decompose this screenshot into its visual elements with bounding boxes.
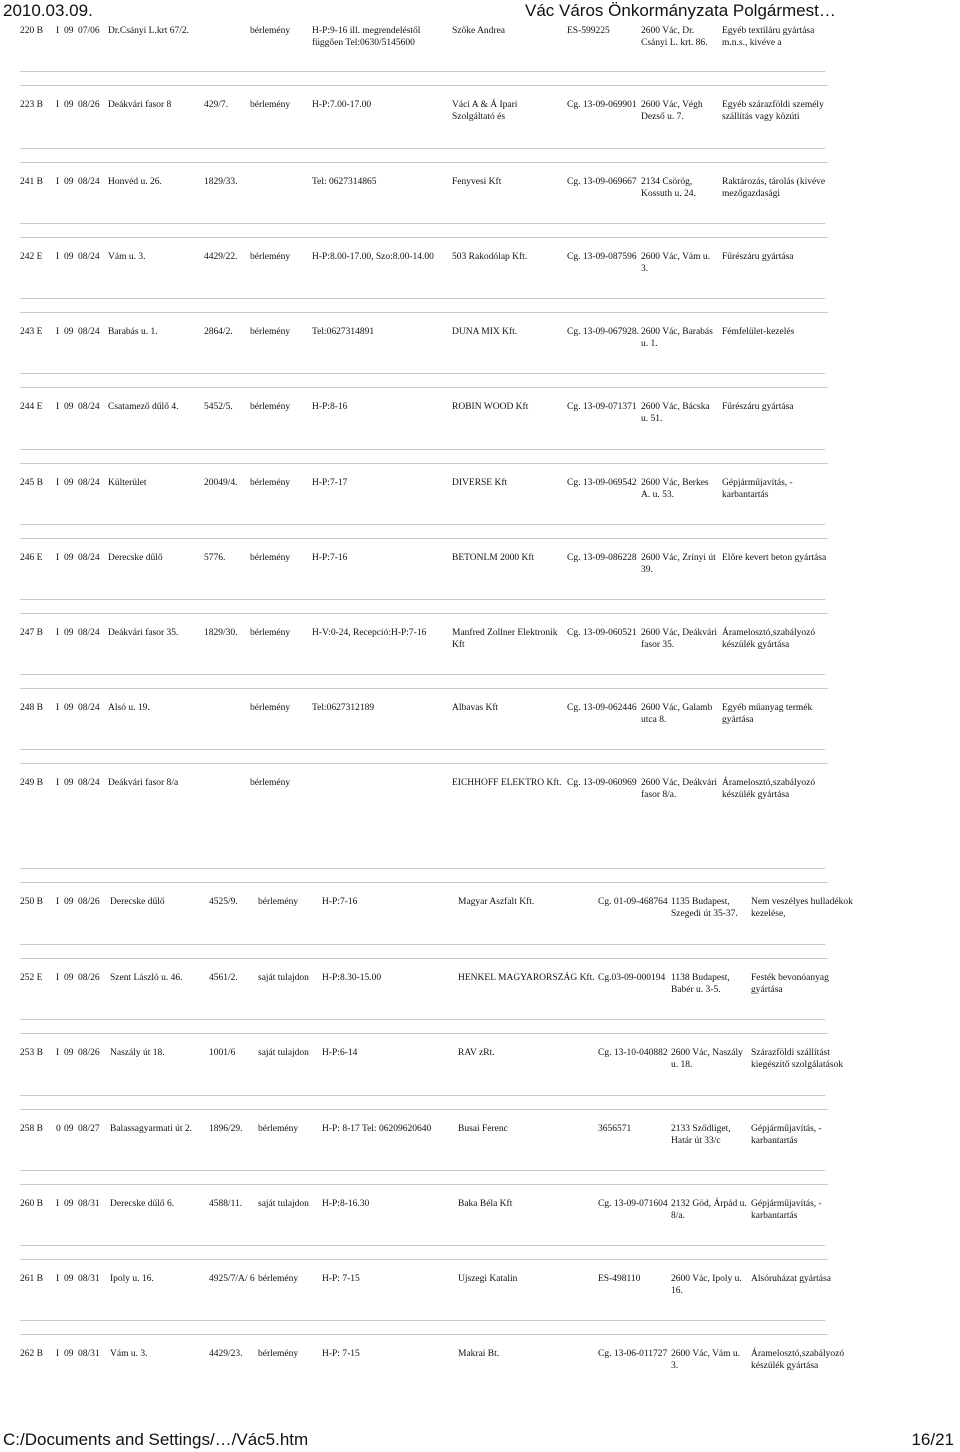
record-hours: H-V:0-24, Recepció:H-P:7-16: [312, 628, 427, 638]
record-row: [0, 703, 960, 778]
record-seat: 2600 Vác, Galamb utca 8.: [641, 703, 713, 725]
record-seat: 2600 Vác, Naszály u. 18.: [671, 1048, 743, 1070]
record-reg: ES-599225: [567, 26, 610, 36]
record-f3: 08/26: [78, 1048, 100, 1058]
record-f2: 09: [64, 26, 74, 36]
record-seat: 2133 Sződliget, Határ út 33/c: [671, 1124, 731, 1146]
record-f3: 08/24: [78, 553, 100, 563]
record-f1: I: [56, 327, 60, 337]
record-name: Szőke Andrea: [452, 26, 506, 36]
record-f2: 09: [64, 1124, 74, 1134]
row-divider: [20, 1184, 828, 1185]
record-seat: 2600 Vác, Barabás u. 1.: [641, 327, 713, 349]
record-hrsz: 4561/2.: [209, 973, 238, 983]
record-hrsz: 4429/22.: [204, 252, 238, 262]
record-hours: H-P: 8-17 Tel: 06209620640: [322, 1124, 432, 1134]
row-divider: [20, 463, 828, 464]
record-hrsz: 4925/7/A/ 6: [209, 1274, 255, 1284]
record-f1: I: [56, 553, 60, 563]
row-divider: [20, 524, 825, 525]
record-type: bérlemény: [250, 478, 291, 488]
print-header: [0, 0, 960, 24]
record-hrsz: 1829/33.: [204, 177, 238, 187]
record-f3: 07/06: [78, 26, 100, 36]
record-reg: Cg. 13-09-060521: [567, 628, 637, 638]
record-f2: 09: [64, 1274, 74, 1284]
record-f3: 08/24: [78, 478, 100, 488]
record-id: 249 B: [20, 778, 43, 788]
record-f1: I: [56, 628, 60, 638]
record-seat: 2600 Vác, Berkes A. u. 53.: [641, 478, 709, 500]
record-seat: 2600 Vác, Deákvári fasor 35.: [641, 628, 718, 650]
record-hours: H-P:8-16: [312, 402, 348, 412]
record-f3: 08/26: [78, 897, 100, 907]
record-f2: 09: [64, 252, 74, 262]
record-activity: Áramelosztó,szabályozó készülék gyártása: [751, 1349, 845, 1371]
record-f3: 08/24: [78, 177, 100, 187]
row-divider: [20, 599, 825, 600]
record-addr: Balassagyarmati út 2.: [110, 1124, 193, 1134]
record-type: bérlemény: [250, 327, 291, 337]
row-divider: [20, 71, 825, 72]
record-activity: Fűrészáru gyártása: [722, 402, 794, 412]
record-addr: Szent László u. 46.: [110, 973, 183, 983]
record-activity: Gépjárműjavítás, -karbantartás: [751, 1199, 822, 1221]
row-divider: [20, 958, 828, 959]
row-divider: [20, 1033, 828, 1034]
row-divider: [20, 387, 828, 388]
record-f2: 09: [64, 1048, 74, 1058]
record-activity: Festék bevonóanyag gyártása: [751, 973, 829, 995]
record-addr: Dr.Csányi L.krt 67/2.: [108, 26, 190, 36]
record-addr: Külterület: [108, 478, 147, 488]
record-seat: 1138 Budapest, Babér u. 3-5.: [671, 973, 730, 995]
record-f2: 09: [64, 1349, 74, 1359]
record-f1: I: [56, 177, 60, 187]
record-reg: Cg. 13-09-067928.: [567, 327, 640, 337]
record-row: [0, 897, 960, 972]
record-f1: I: [56, 973, 60, 983]
record-reg: Cg. 13-09-069667: [567, 177, 637, 187]
record-hrsz: 4588/11.: [209, 1199, 243, 1209]
record-f2: 09: [64, 778, 74, 788]
record-reg: Cg. 13-09-060969: [567, 778, 637, 788]
record-seat: 2600 Vác, Dr. Csányi L. krt. 86.: [641, 26, 708, 48]
row-divider: [20, 312, 828, 313]
record-hrsz: 5452/5.: [204, 402, 233, 412]
record-row: [0, 1048, 960, 1123]
record-reg: Cg.03-09-000194: [598, 973, 666, 983]
record-type: bérlemény: [250, 628, 291, 638]
row-divider: [20, 688, 828, 689]
row-divider: [20, 1170, 825, 1171]
record-row: [0, 1199, 960, 1274]
record-f1: I: [56, 1274, 60, 1284]
record-id: 241 B: [20, 177, 43, 187]
record-id: 244 E: [20, 402, 43, 412]
record-f2: 09: [64, 478, 74, 488]
record-f2: 09: [64, 897, 74, 907]
record-type: bérlemény: [258, 1274, 299, 1284]
record-hrsz: 20049/4.: [204, 478, 238, 488]
row-divider: [20, 148, 825, 149]
record-f1: I: [56, 26, 60, 36]
record-f3: 08/24: [78, 628, 100, 638]
record-seat: 1135 Budapest, Szegedi út 35-37.: [671, 897, 738, 919]
record-hrsz: 1829/30.: [204, 628, 238, 638]
record-id: 250 B: [20, 897, 43, 907]
record-reg: Cg. 13-09-086228: [567, 553, 637, 563]
record-addr: Derecske dűlő: [108, 553, 163, 563]
record-name: DUNA MIX Kft.: [452, 327, 518, 337]
row-divider: [20, 237, 828, 238]
record-hours: H-P:7-16: [322, 897, 358, 907]
row-divider: [20, 763, 828, 764]
record-f1: I: [56, 252, 60, 262]
record-activity: Egyéb textiláru gyártása m.n.s., kivéve a: [722, 26, 815, 48]
record-addr: Csatamező dűlő 4.: [108, 402, 179, 412]
row-divider: [20, 373, 825, 374]
record-reg: Cg. 01-09-468764: [598, 897, 668, 907]
row-divider: [20, 613, 828, 614]
row-divider: [20, 1245, 825, 1246]
record-id: 246 E: [20, 553, 43, 563]
record-f3: 08/24: [78, 778, 100, 788]
record-activity: Egyéb műanyag termék gyártása: [722, 703, 813, 725]
row-divider: [20, 449, 825, 450]
record-activity: Nem veszélyes hulladékok kezelése,: [751, 897, 853, 919]
record-row: [0, 252, 960, 327]
record-name: ROBIN WOOD Kft: [452, 402, 529, 412]
record-f1: I: [56, 778, 60, 788]
record-row: [0, 1124, 960, 1199]
record-id: 248 B: [20, 703, 43, 713]
record-name: HENKEL MAGYARORSZÁG Kft.: [458, 973, 595, 983]
record-hrsz: 4525/9.: [209, 897, 238, 907]
record-addr: Ipoly u. 16.: [110, 1274, 154, 1284]
row-divider: [20, 882, 828, 883]
record-seat: 2600 Vác, Bácska u. 51.: [641, 402, 710, 424]
record-reg: Cg. 13-09-071604: [598, 1199, 668, 1209]
record-row: [0, 177, 960, 252]
record-hrsz: 429/7.: [204, 100, 229, 110]
record-row: [0, 327, 960, 402]
record-activity: Gépjárműjavítás, -karbantartás: [722, 478, 793, 500]
row-divider: [20, 85, 828, 86]
record-hours: H-P:7-16: [312, 553, 348, 563]
record-addr: Deákvári fasor 8/a: [108, 778, 179, 788]
record-activity: Gépjárműjavítás, -karbantartás: [751, 1124, 822, 1146]
record-hrsz: 1001/6: [209, 1048, 236, 1058]
record-activity: Egyéb szárazföldi személy szállítás vagy közúti: [722, 100, 824, 122]
record-type: bérlemény: [250, 703, 291, 713]
record-activity: Fűrészáru gyártása: [722, 252, 794, 262]
record-hours: Tel:0627312189: [312, 703, 375, 713]
record-addr: Deákvári fasor 8: [108, 100, 172, 110]
record-f3: 08/31: [78, 1349, 100, 1359]
record-activity: Áramelosztó,szabályozó készülék gyártása: [722, 778, 816, 800]
record-seat: 2600 Vác, Deákvári fasor 8/a.: [641, 778, 718, 800]
record-reg: Cg. 13-09-087596: [567, 252, 637, 262]
record-id: 223 B: [20, 100, 43, 110]
record-name: DIVERSE Kft: [452, 478, 508, 488]
row-divider: [20, 1320, 825, 1321]
record-f3: 08/24: [78, 703, 100, 713]
record-f1: I: [56, 100, 60, 110]
record-f2: 09: [64, 703, 74, 713]
record-hours: H-P:6-14: [322, 1048, 358, 1058]
record-row: [0, 402, 960, 477]
record-reg: ES-498110: [598, 1274, 641, 1284]
record-name: Váci A & Á Ipari Szolgáltató és: [452, 100, 518, 122]
record-hours: H-P:8.00-17.00, Szo:8.00-14.00: [312, 252, 434, 262]
record-f3: 08/24: [78, 327, 100, 337]
row-divider: [20, 1259, 828, 1260]
record-type: bérlemény: [250, 26, 291, 36]
record-type: bérlemény: [250, 252, 291, 262]
record-name: 503 Rakodólap Kft.: [452, 252, 528, 262]
record-f3: 08/27: [78, 1124, 100, 1134]
record-row: [0, 100, 960, 175]
record-name: Baka Béla Kft: [458, 1199, 513, 1209]
record-hours: Tel:0627314891: [312, 327, 375, 337]
record-f2: 09: [64, 1199, 74, 1209]
record-id: 262 B: [20, 1349, 43, 1359]
row-divider: [20, 298, 825, 299]
row-divider: [20, 1019, 825, 1020]
record-id: 261 B: [20, 1274, 43, 1284]
record-reg: Cg. 13-10-040882: [598, 1048, 668, 1058]
record-hours: H-P:9-16 ill. megrendeléstől függően Tel:0630/5145600: [312, 26, 421, 48]
row-divider: [20, 1109, 828, 1110]
record-f1: I: [56, 478, 60, 488]
record-hours: H-P:7.00-17.00: [312, 100, 372, 110]
record-name: Busai Ferenc: [458, 1124, 508, 1134]
record-f1: I: [56, 897, 60, 907]
record-f3: 08/31: [78, 1199, 100, 1209]
record-f3: 08/26: [78, 973, 100, 983]
record-reg: Cg. 13-09-069542: [567, 478, 637, 488]
record-name: Ujszegi Katalin: [458, 1274, 518, 1284]
record-type: bérlemény: [250, 778, 291, 788]
print-date: 2010.03.09.: [3, 1, 93, 20]
record-hours: Tel: 0627314865: [312, 177, 377, 187]
record-activity: Fémfelület-kezelés: [722, 327, 795, 337]
record-id: 243 E: [20, 327, 43, 337]
record-f2: 09: [64, 177, 74, 187]
record-name: Makrai Bt.: [458, 1349, 500, 1359]
record-addr: Derecske dűlő: [110, 897, 165, 907]
record-f1: I: [56, 1048, 60, 1058]
record-activity: Alsóruházat gyártása: [751, 1274, 831, 1284]
record-name: Magyar Aszfalt Kft.: [458, 897, 535, 907]
record-id: 245 B: [20, 478, 43, 488]
row-divider: [20, 162, 828, 163]
record-f3: 08/24: [78, 402, 100, 412]
row-divider: [20, 1334, 828, 1335]
record-row: [0, 628, 960, 703]
record-addr: Vám u. 3.: [110, 1349, 148, 1359]
row-divider: [20, 674, 825, 675]
record-addr: Barabás u. 1.: [108, 327, 158, 337]
record-id: 253 B: [20, 1048, 43, 1058]
record-reg: Cg. 13-09-062446: [567, 703, 637, 713]
record-reg: Cg. 13-09-071371: [567, 402, 637, 412]
record-hrsz: 2864/2.: [204, 327, 233, 337]
record-name: Manfred Zollner Elektronik Kft: [452, 628, 558, 650]
record-name: Albavas Kft: [452, 703, 499, 713]
record-hrsz: 5776.: [204, 553, 226, 563]
record-seat: 2600 Vác, Vám u. 3.: [671, 1349, 741, 1371]
row-divider: [20, 749, 825, 750]
record-type: saját tulajdon: [258, 1199, 309, 1209]
print-footer: [0, 1428, 960, 1452]
record-hours: H-P:7-17: [312, 478, 348, 488]
record-name: EICHHOFF ELEKTRO Kft.: [452, 778, 562, 788]
record-seat: 2600 Vác, Végh Dezső u. 7.: [641, 100, 703, 122]
row-divider: [20, 944, 825, 945]
row-divider: [20, 868, 825, 869]
record-row: [0, 26, 960, 101]
record-id: 252 E: [20, 973, 43, 983]
record-addr: Vám u. 3.: [108, 252, 146, 262]
record-seat: 2132 Göd, Árpád u. 8/a.: [671, 1199, 747, 1221]
record-seat: 2134 Csörög, Kossuth u. 24.: [641, 177, 696, 199]
record-type: saját tulajdon: [258, 1048, 309, 1058]
record-addr: Derecske dűlő 6.: [110, 1199, 175, 1209]
page-title: Vác Város Önkormányzata Polgármest…: [525, 1, 836, 20]
record-addr: Honvéd u. 26.: [108, 177, 162, 187]
record-seat: 2600 Vác, Zrínyi út 39.: [641, 553, 716, 575]
record-hours: H-P:8.30-15.00: [322, 973, 382, 983]
record-f3: 08/26: [78, 100, 100, 110]
record-type: bérlemény: [258, 1124, 299, 1134]
record-type: bérlemény: [258, 897, 299, 907]
record-hrsz: 4429/23.: [209, 1349, 243, 1359]
record-seat: 2600 Vác, Vám u. 3.: [641, 252, 711, 274]
record-id: 260 B: [20, 1199, 43, 1209]
record-row: [0, 1349, 960, 1424]
record-id: 220 B: [20, 26, 43, 36]
record-f2: 09: [64, 402, 74, 412]
record-f1: 0: [56, 1124, 61, 1134]
record-row: [0, 778, 960, 853]
record-hours: H-P: 7-15: [322, 1274, 360, 1284]
record-f2: 09: [64, 327, 74, 337]
record-name: Fenyvesi Kft: [452, 177, 502, 187]
record-f1: I: [56, 402, 60, 412]
record-id: 258 B: [20, 1124, 43, 1134]
record-f2: 09: [64, 973, 74, 983]
record-f3: 08/24: [78, 252, 100, 262]
record-f2: 09: [64, 553, 74, 563]
record-id: 247 B: [20, 628, 43, 638]
record-name: BETONLM 2000 Kft: [452, 553, 535, 563]
record-addr: Naszály út 18.: [110, 1048, 165, 1058]
record-id: 242 E: [20, 252, 43, 262]
record-row: [0, 1274, 960, 1349]
record-type: saját tulajdon: [258, 973, 309, 983]
record-f1: I: [56, 1199, 60, 1209]
record-name: RAV zRt.: [458, 1048, 495, 1058]
record-type: bérlemény: [258, 1349, 299, 1359]
row-divider: [20, 538, 828, 539]
record-row: [0, 478, 960, 553]
record-f2: 09: [64, 628, 74, 638]
record-hrsz: 1896/29.: [209, 1124, 243, 1134]
record-reg: 3656571: [598, 1124, 632, 1134]
record-row: [0, 973, 960, 1048]
record-activity: Szárazföldi szállítást kiegészítő szolgálatások: [751, 1048, 844, 1070]
record-addr: Deákvári fasor 35.: [108, 628, 179, 638]
record-reg: Cg. 13-09-069901: [567, 100, 637, 110]
file-path: C:/Documents and Settings/…/Vác5.htm: [3, 1430, 309, 1449]
row-divider: [20, 1095, 825, 1096]
record-seat: 2600 Vác, Ipoly u. 16.: [671, 1274, 742, 1296]
record-hours: H-P: 7-15: [322, 1349, 360, 1359]
record-f3: 08/31: [78, 1274, 100, 1284]
record-hours: H-P:8-16.30: [322, 1199, 370, 1209]
record-activity: Raktározás, tárolás (kivéve mezőgazdasági: [722, 177, 826, 199]
record-activity: Előre kevert beton gyártása: [722, 553, 827, 563]
record-row: [0, 553, 960, 628]
record-f1: I: [56, 1349, 60, 1359]
page-number: 16/21: [911, 1430, 954, 1449]
record-f1: I: [56, 703, 60, 713]
record-type: bérlemény: [250, 100, 291, 110]
record-type: bérlemény: [250, 553, 291, 563]
record-f2: 09: [64, 100, 74, 110]
record-activity: Áramelosztó,szabályozó készülék gyártása: [722, 628, 816, 650]
record-type: bérlemény: [250, 402, 291, 412]
row-divider: [20, 223, 825, 224]
record-reg: Cg. 13-06-011727: [598, 1349, 668, 1359]
record-addr: Alsó u. 19.: [108, 703, 150, 713]
